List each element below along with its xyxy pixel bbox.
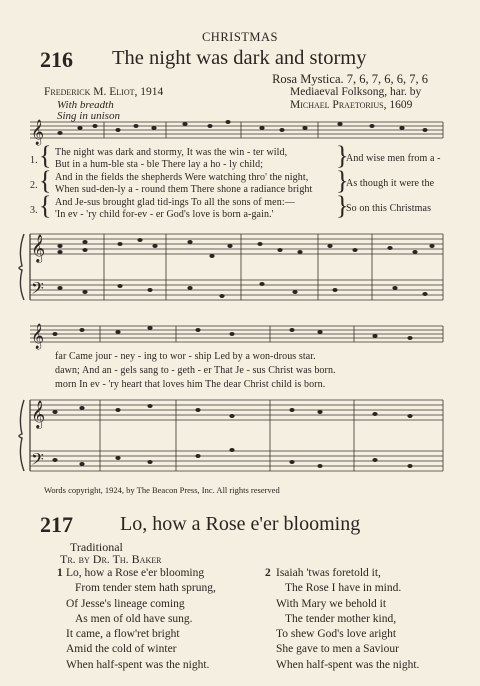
verse-brace-right: } [336,166,349,195]
lyric-continuation: So on this Christmas [346,203,432,214]
performance-direction: Sing in unison [57,110,120,122]
stanza-2 [276,566,466,673]
tempo-direction: With breadth [57,99,114,111]
stanza-line: With Mary we behold it [276,597,387,610]
verse-number: 3. [30,205,38,216]
verse-number: 2. [30,180,38,191]
stanza-line: It came, a flow'ret bright [66,628,180,641]
translator-credit: Tr. by Dr. Th. Baker [60,552,162,566]
svg-text:𝄢: 𝄢 [31,449,44,473]
hymn-number: 216 [40,47,73,72]
verse-number: 1. [30,155,38,166]
lyric-line: dawn; And an - gels sang to - geth - er That Je - sus Christ was born. [55,365,336,376]
stanza-line: The Rose I have in mind. [285,582,402,595]
stanza-line: She gave to men a Saviour [276,643,399,656]
svg-text:𝄞: 𝄞 [31,400,46,428]
lyric-line: far Came jour - ney - ing to wor - ship Led by a won-drous star. [55,351,316,362]
svg-text:𝄞: 𝄞 [31,120,45,145]
verse-brace: { [39,166,52,195]
author-credit: Frederick M. Eliot, 1914 [44,86,164,98]
music-source: Mediaeval Folksong, har. by [290,86,422,98]
lyric-line: But in a hum-ble sta - ble There lay a ho - ly child; [55,159,264,170]
lyric-line: When sud-den-ly a - round them There shone a radiance bright [55,184,313,195]
verse-brace-right: } [336,141,349,170]
lyric-line: And Je-sus brought glad tid-ings To all the sons of men:— [55,197,295,208]
lyric-line: morn In ev - 'ry heart that loves him The dear Christ child is born. [55,379,326,390]
svg-text:𝄢: 𝄢 [31,278,44,302]
tune-name-meter: Rosa Mystica. 7, 6, 7, 6, 6, 7, 6 [272,72,428,86]
lyric-continuation: As though it were the [346,178,435,189]
svg-text:𝄞: 𝄞 [31,234,46,262]
stanza-line: Amid the cold of winter [66,643,177,656]
stanza-number: 2 [265,567,271,579]
stanza-line: Lo, how a Rose e'er blooming [66,567,205,579]
copyright-notice: Words copyright, 1924, by The Beacon Press, Inc. All rights reserved [44,485,280,495]
stanza-line: To shew God's love aright [276,628,397,641]
lyric-line: The night was dark and stormy, It was the win - ter wild, [55,147,288,158]
verse-brace: { [39,141,52,170]
lyric-line: 'In ev - 'ry child for-ev - er God's love is born a-gain.' [55,209,274,220]
harmonizer-credit: Michael Praetorius, 1609 [290,99,413,111]
stanza-line: Of Jesse's lineage coming [66,597,185,610]
verse-brace-right: } [336,191,349,220]
stanza-line: As men of old have sung. [75,612,193,625]
stanza-number: 1 [57,567,63,579]
stanza-line: When half-spent was the night. [276,658,420,671]
hymn-number: 217 [40,512,73,537]
svg-text:𝄞: 𝄞 [31,324,45,349]
stanza-line: When half-spent was the night. [66,658,210,671]
hymn-source: Traditional [70,540,123,554]
section-heading: CHRISTMAS [201,30,279,44]
stanza-line: The tender mother kind, [285,612,397,625]
verse-brace: { [39,191,52,220]
lyric-continuation: And wise men from a - [346,153,441,164]
stanza-1 [66,566,266,673]
hymn-title: The night was dark and stormy [112,47,367,69]
hymn-title: Lo, how a Rose e'er blooming [120,513,361,535]
stanza-line: From tender stem hath sprung, [75,582,216,595]
lyric-line: And in the fields the shepherds Were watching thro' the night, [55,172,309,183]
stanza-line: Isaiah 'twas foretold it, [276,567,381,579]
